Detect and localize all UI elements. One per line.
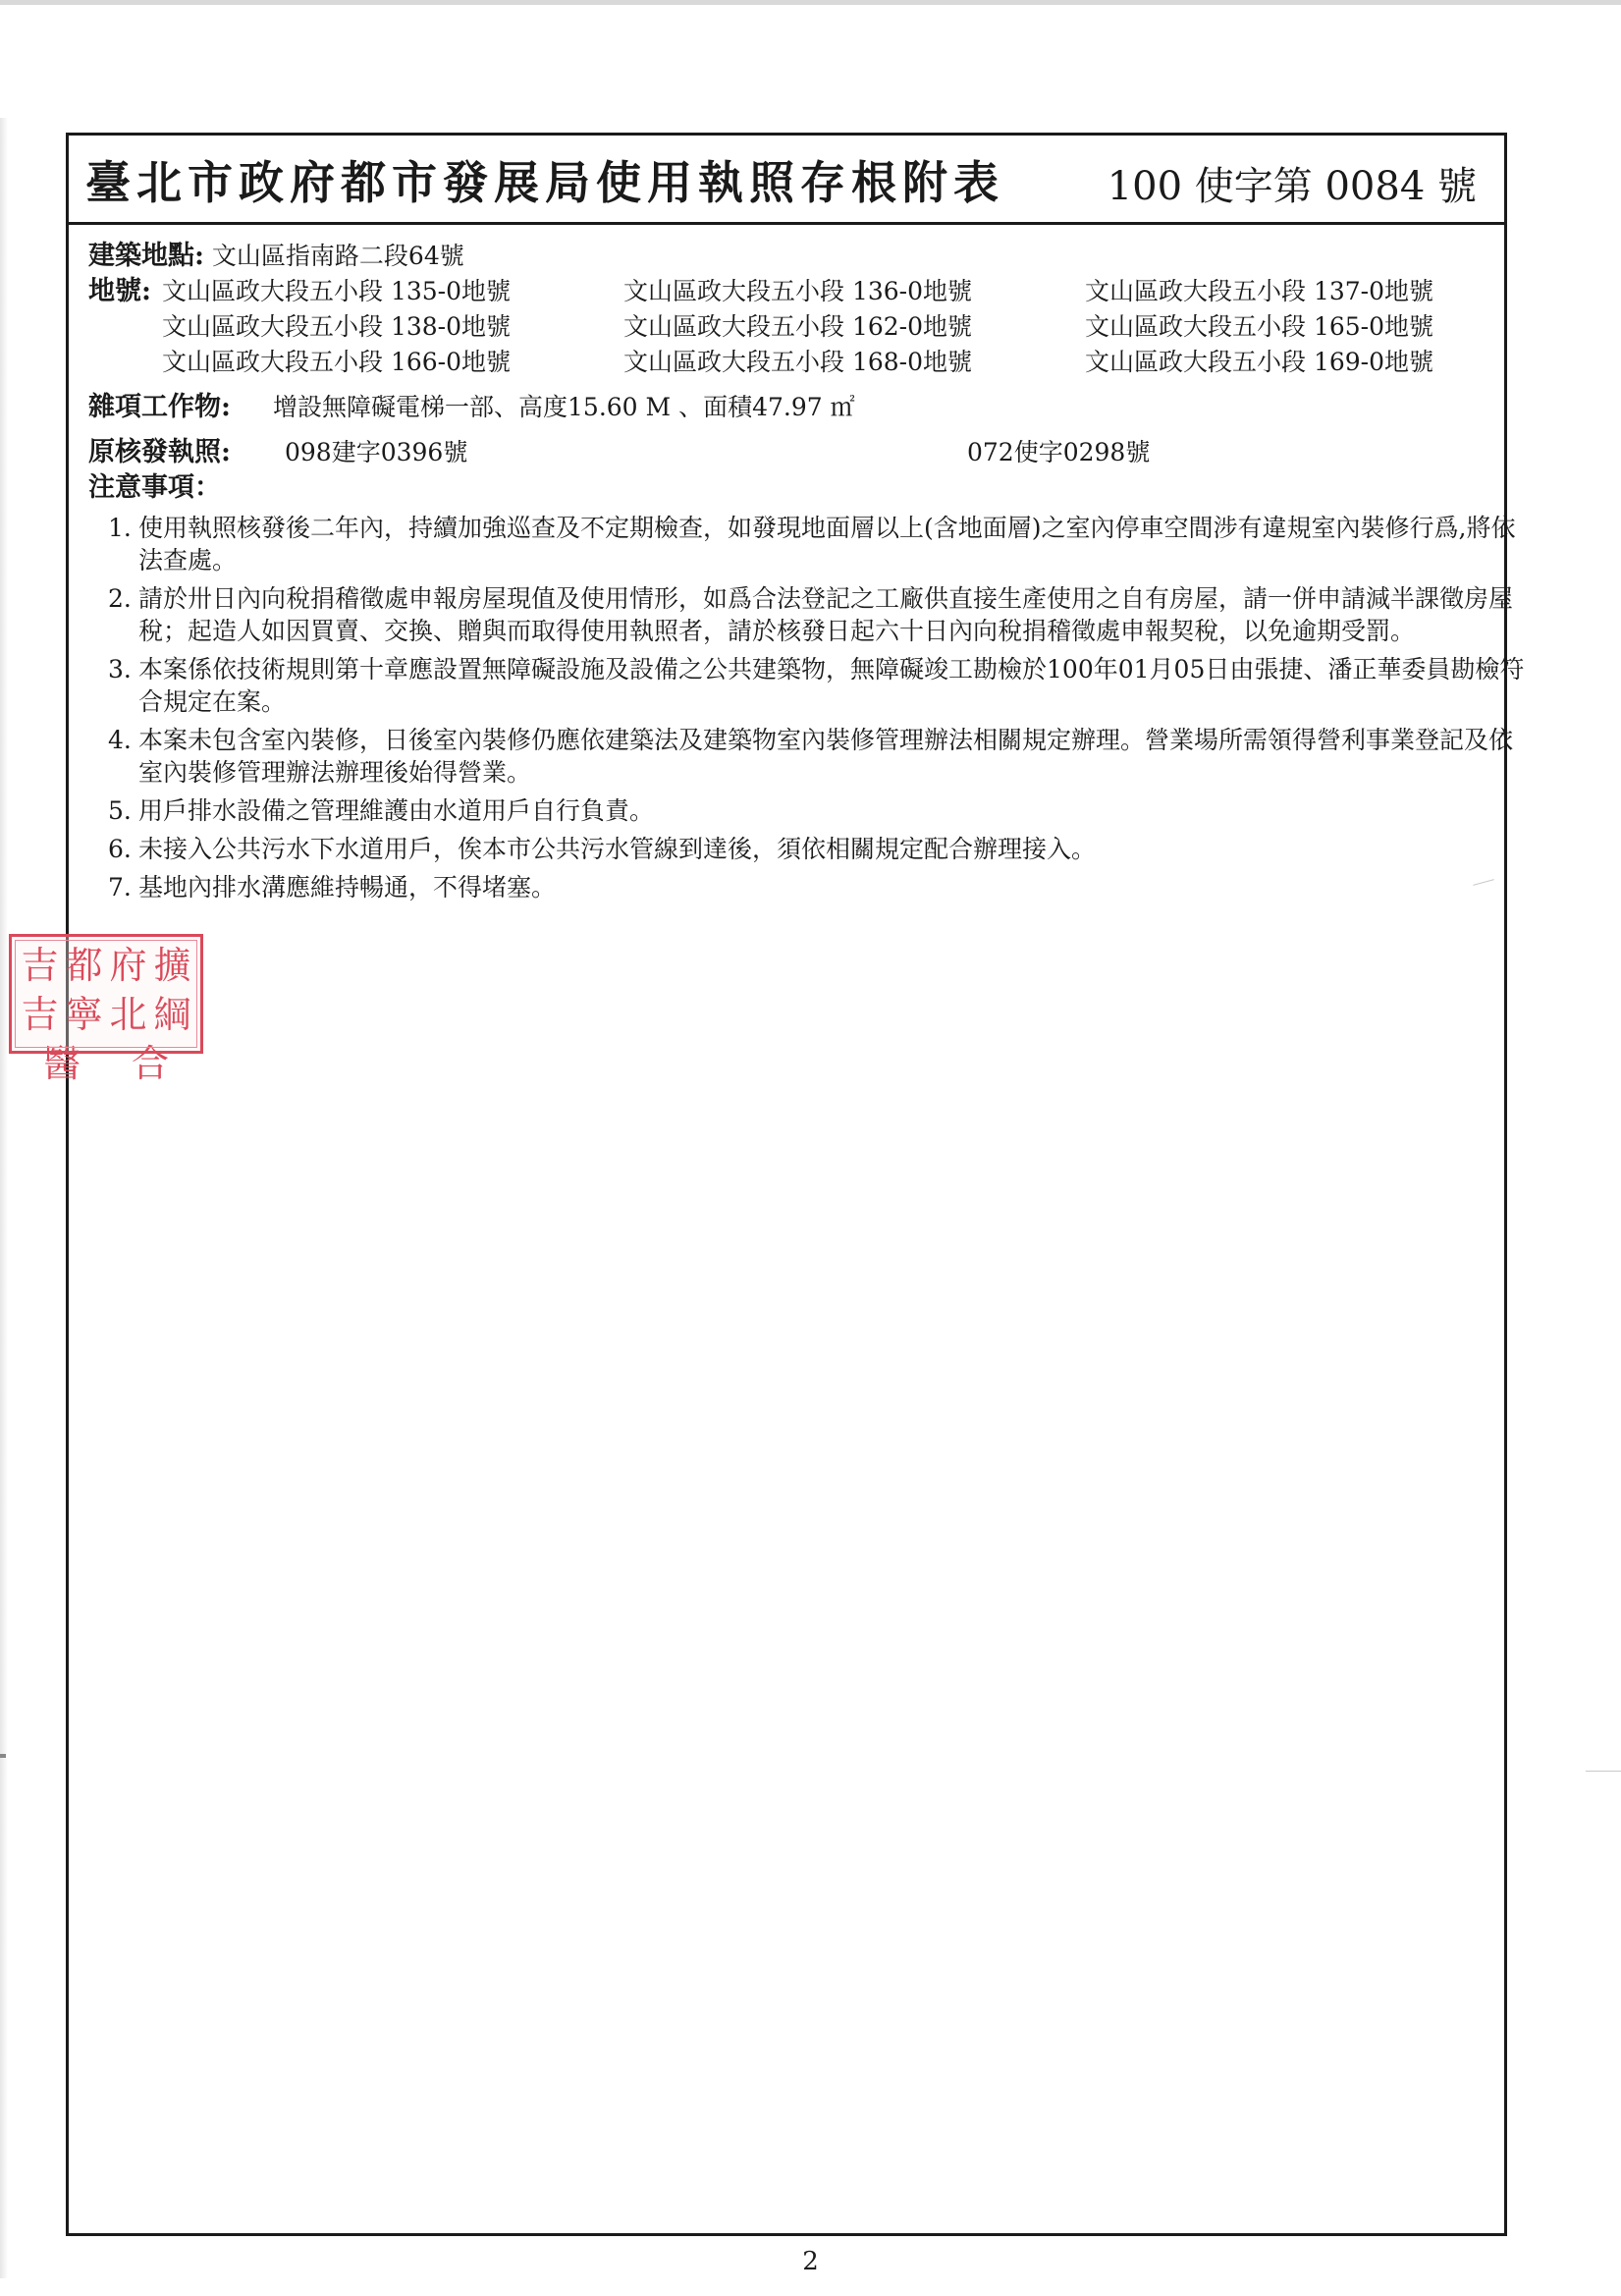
seal-char: 吉 [21, 944, 59, 987]
scan-mark [1586, 1771, 1621, 1772]
seal-char: 都 [65, 944, 103, 987]
lot-item: 文山區政大段五小段 168-0地號 [623, 348, 973, 376]
note-text: 基地內排水溝應維持暢通，不得堵塞。 [138, 873, 557, 902]
notes-title-row [88, 470, 1485, 506]
lot-item: 文山區政大段五小段 162-0地號 [623, 312, 973, 341]
note-number: 3. [108, 655, 132, 683]
note-number: 7. [108, 873, 132, 902]
lot-item: 文山區政大段五小段 135-0地號 [162, 277, 512, 305]
note-text: 本案未包含室內裝修，日後室內裝修仍應依建築法及建築物室內裝修管理辦法相關規定辦理。營業場所需領得營利事業登記及依室內裝修管理辦法辦理後始得營業。 [138, 726, 1514, 787]
seal-char: 吉 [21, 993, 59, 1036]
document-header [69, 136, 1504, 225]
address-row [88, 239, 1485, 274]
note-item [88, 871, 1532, 903]
note-item [88, 582, 1532, 647]
notes-title: 注意事項： [88, 472, 221, 503]
note-number: 1. [108, 514, 132, 542]
note-text: 請於卅日內向稅捐稽徵處申報房屋現值及使用情形，如爲合法登記之工廠供直接生產使用之自有房屋，請一併申請減半課徵房屋稅；起造人如因買賣、交換、贈與而取得使用執照者，請於核發日起六十日內向稅捐稽徵處申報契稅，以免逾期受罰。 [138, 584, 1514, 645]
original-permit-label: 原核發執照: [88, 437, 231, 467]
scan-mark [0, 1754, 6, 1758]
address-label: 建築地點: [88, 241, 204, 271]
misc-work-row [88, 390, 1485, 425]
misc-work-value: 增設無障礙電梯一部、高度15.60 M 、面積47.97 ㎡ [273, 393, 855, 421]
note-text: 用戶排水設備之管理維護由水道用戶自行負責。 [138, 796, 655, 825]
lot-item: 文山區政大段五小段 138-0地號 [162, 312, 512, 341]
permit-number: 100 使字第 0084 號 [1107, 164, 1477, 209]
note-text: 未接入公共污水下水道用戶，俟本市公共污水管線到達後，須依相關規定配合辦理接入。 [138, 835, 1097, 863]
lots-row-1 [88, 274, 1485, 309]
note-text: 本案係依技術規則第十章應設置無障礙設施及設備之公共建築物，無障礙竣工勘檢於100年01月05日由張捷、潘正華委員勘檢符合規定在案。 [138, 655, 1525, 716]
lot-item: 文山區政大段五小段 166-0地號 [162, 348, 512, 376]
lot-item: 文山區政大段五小段 137-0地號 [1085, 277, 1434, 305]
note-number: 5. [108, 796, 132, 825]
note-text: 使用執照核發後二年內，持續加強巡查及不定期檢查，如發現地面層以上(含地面層)之室內停車空間涉有違規室內裝修行爲,將依法查處。 [138, 514, 1516, 574]
document-frame [66, 133, 1525, 2236]
note-item [88, 512, 1532, 576]
note-item [88, 833, 1532, 865]
seal-char: 北 [109, 993, 147, 1036]
lot-item: 文山區政大段五小段 165-0地號 [1085, 312, 1434, 341]
lot-item: 文山區政大段五小段 136-0地號 [623, 277, 973, 305]
seal-char: 寧 [65, 993, 103, 1036]
note-number: 2. [108, 584, 132, 613]
seal-char: 府 [109, 944, 147, 987]
note-item [88, 794, 1532, 827]
lots-row-2 [88, 309, 1485, 345]
official-seal [9, 934, 203, 1085]
seal-char: 醫 [42, 1042, 81, 1085]
seal-char: 合 [131, 1042, 169, 1085]
seal-char: 綱 [153, 993, 191, 1036]
lots-row-3 [88, 345, 1485, 380]
original-permit-value-a: 098建字0396號 [285, 438, 468, 466]
misc-work-label: 雜項工作物: [88, 392, 231, 422]
scan-edge-left [0, 118, 8, 2278]
scan-edge-top [0, 0, 1621, 5]
address-value: 文山區指南路二段64號 [211, 242, 464, 270]
document-content [88, 239, 1525, 909]
original-permit-row [88, 435, 1485, 470]
original-permit-value-b: 072使字0298號 [967, 438, 1151, 466]
notes-list [88, 512, 1525, 903]
note-item [88, 653, 1532, 718]
page-number: 2 [802, 2247, 819, 2276]
note-number: 6. [108, 835, 132, 863]
document-title: 臺北市政府都市發展局使用執照存根附表 [85, 156, 1004, 209]
lots-label: 地號: [88, 276, 151, 306]
lot-item: 文山區政大段五小段 169-0地號 [1085, 348, 1434, 376]
seal-char: 擴 [153, 944, 191, 987]
note-item [88, 724, 1532, 789]
note-number: 4. [108, 726, 132, 754]
